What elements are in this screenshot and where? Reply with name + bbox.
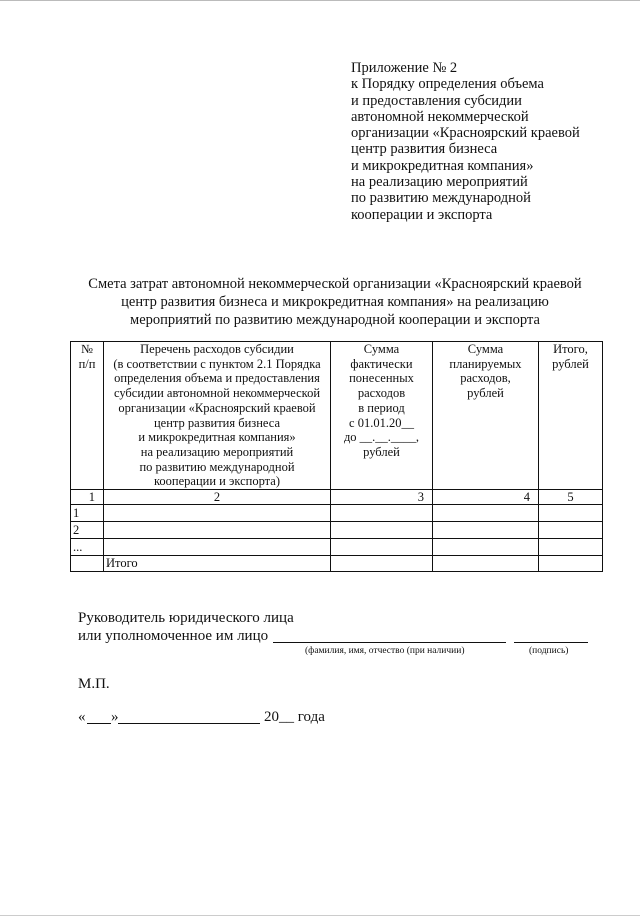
signature-line-1: Руководитель юридического лица: [78, 610, 294, 626]
date-open-quote: «: [78, 709, 86, 725]
row-name-cell: [104, 539, 331, 556]
appendix-line: и микрокредитная компания»: [351, 157, 534, 174]
row-total-cell: [539, 522, 603, 539]
total-row-num: [71, 556, 104, 572]
header-text: субсидии автономной некоммерческой: [113, 386, 321, 401]
column-number: 1: [71, 490, 104, 505]
date-close-quote: »: [111, 709, 119, 725]
header-total: [539, 342, 603, 490]
header-text: Сумма: [467, 342, 504, 356]
row-num: ...: [71, 539, 104, 556]
header-text: понесенных: [349, 371, 414, 386]
header-text: определения объема и предоставления: [114, 371, 320, 386]
table-row: [71, 539, 603, 556]
header-text: расходов,: [460, 371, 511, 386]
header-text: рублей: [467, 386, 504, 401]
name-blank-line[interactable]: [273, 642, 506, 643]
month-blank[interactable]: [118, 723, 260, 724]
header-text: рублей: [363, 444, 400, 459]
total-row-label: Итого: [104, 556, 331, 572]
day-blank[interactable]: [87, 723, 111, 724]
caption-signature: (подпись): [529, 646, 569, 656]
header-text: и микрокредитная компания»: [138, 430, 296, 445]
estimate-table: [70, 341, 603, 572]
row-planned-cell: [433, 522, 539, 539]
row-actual-cell: [331, 505, 433, 522]
row-total-cell: [539, 539, 603, 556]
appendix-line: и предоставления субсидии: [351, 92, 522, 109]
total-row-planned: [433, 556, 539, 572]
appendix-line: по развитию международной: [351, 190, 531, 207]
row-name-cell: [104, 505, 331, 522]
year-text: 20__ года: [264, 709, 325, 725]
appendix-line: Приложение № 2: [351, 60, 458, 76]
header-text: (в соответствии с пунктом 2.1 Порядка: [113, 356, 321, 371]
appendix-line: организации «Красноярский краевой: [351, 125, 580, 142]
stamp-placeholder: М.П.: [78, 676, 110, 692]
row-planned-cell: [433, 539, 539, 556]
header-text: кооперации и экспорта): [153, 474, 280, 489]
header-text: Сумма: [363, 342, 400, 356]
column-number-row: [71, 490, 603, 505]
appendix-line: к Порядку определения объема: [351, 76, 544, 93]
header-text: фактически: [350, 356, 413, 371]
header-actual-sum: [331, 342, 433, 490]
header-text: в период: [358, 400, 405, 415]
header-text: планируемых: [449, 356, 522, 371]
row-actual-cell: [331, 539, 433, 556]
page-top-edge: [0, 0, 640, 1]
total-row: [71, 556, 603, 572]
appendix-line: кооперации и экспорта: [351, 206, 493, 223]
appendix-line: центр развития бизнеса: [351, 141, 498, 158]
row-actual-cell: [331, 522, 433, 539]
signature-blank-line[interactable]: [514, 642, 588, 643]
row-planned-cell: [433, 505, 539, 522]
appendix-header: [351, 60, 621, 223]
appendix-line: автономной некоммерческой: [351, 108, 529, 125]
row-num: 2: [71, 522, 104, 539]
row-num: 1: [71, 505, 104, 522]
column-number: 5: [539, 490, 603, 505]
header-planned-sum: [433, 342, 539, 490]
appendix-line: на реализацию мероприятий: [351, 174, 528, 191]
caption-name: (фамилия, имя, отчество (при наличии): [305, 646, 465, 656]
header-text: на реализацию мероприятий: [140, 444, 294, 459]
column-number: 2: [104, 490, 331, 505]
header-num: [71, 342, 104, 490]
total-row-total: [539, 556, 603, 572]
header-text: организации «Красноярский краевой: [118, 400, 316, 415]
column-number: 3: [331, 490, 433, 505]
page-bottom-edge: [0, 915, 640, 916]
header-text: по развитию международной: [139, 459, 295, 474]
header-text: центр развития бизнеса: [153, 415, 281, 430]
title-line: центр развития бизнеса и микрокредитная компания» на реализацию: [121, 294, 549, 310]
header-text: расходов: [357, 386, 406, 401]
header-text: п/п: [78, 356, 96, 371]
title-line: Смета затрат автономной некоммерческой организации «Красноярский краевой: [88, 276, 582, 292]
document-title: [60, 275, 610, 329]
header-text: рублей: [552, 356, 589, 371]
header-text: №: [81, 342, 93, 356]
header-text: с 01.01.20__: [349, 415, 414, 430]
row-total-cell: [539, 505, 603, 522]
header-expense-list: [104, 342, 331, 490]
table-row: [71, 522, 603, 539]
table-header-row: [71, 342, 603, 490]
header-text: Перечень расходов субсидии: [140, 342, 294, 356]
row-name-cell: [104, 522, 331, 539]
header-text: до __.__.____,: [343, 430, 420, 445]
header-text: Итого,: [553, 342, 588, 356]
total-row-actual: [331, 556, 433, 572]
table-row: [71, 505, 603, 522]
title-line: мероприятий по развитию международной кооперации и экспорта: [130, 312, 540, 328]
column-number: 4: [433, 490, 539, 505]
signature-line-2: или уполномоченное им лицо: [78, 628, 269, 644]
